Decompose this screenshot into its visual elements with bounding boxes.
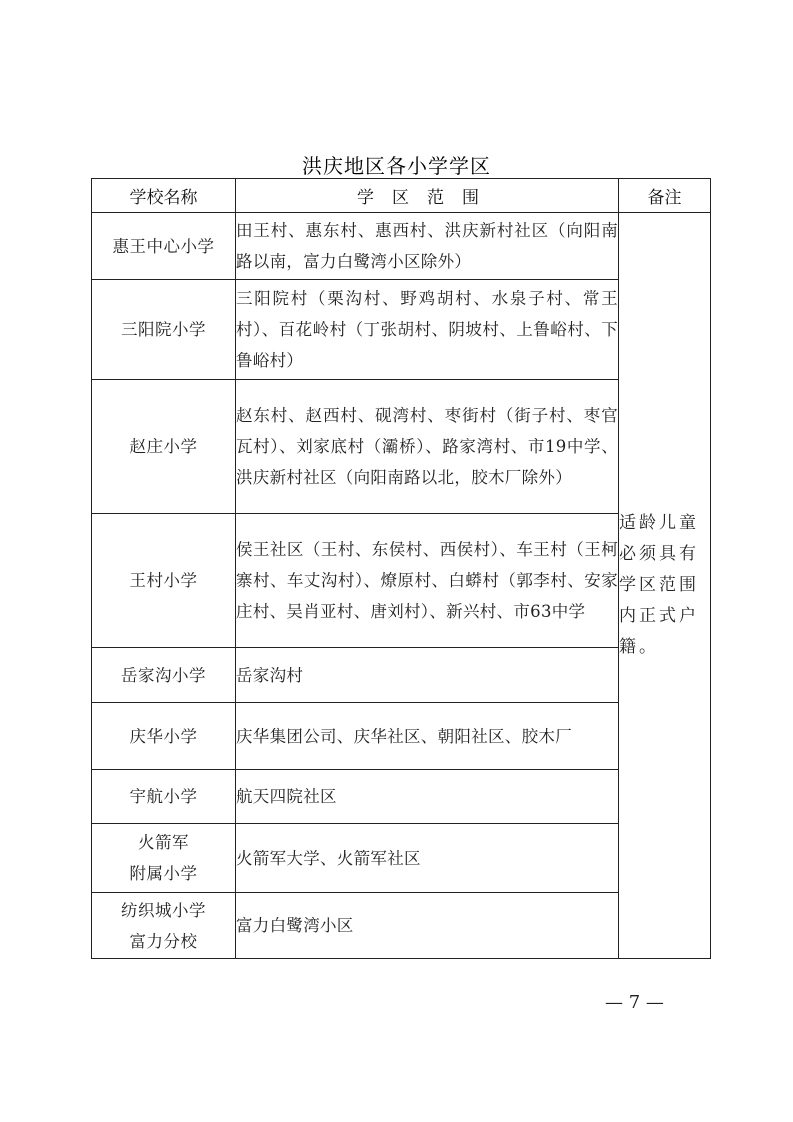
school-name: 赵庄小学 [92, 380, 236, 514]
school-name [92, 893, 236, 959]
page-title: 洪庆地区各小学学区 [302, 154, 491, 178]
page-number: — 7 — [605, 992, 664, 1013]
school-name-line1: 纺织城小学 [121, 900, 206, 920]
school-district-table [91, 178, 711, 959]
district-range: 航天四院社区 [236, 770, 619, 824]
school-name: 惠王中心小学 [92, 213, 236, 280]
table-row [92, 514, 711, 648]
table-row [92, 893, 711, 959]
district-range: 田王村、惠东村、惠西村、洪庆新村社区（向阳南路以南，富力白鹭湾小区除外） [236, 213, 619, 280]
header-note: 备注 [619, 179, 711, 213]
header-district-range: 学区范围 [236, 179, 619, 213]
table-header-row [92, 179, 711, 213]
table-row [92, 380, 711, 514]
district-range: 岳家沟村 [236, 648, 619, 703]
table-row [92, 824, 711, 893]
school-name: 岳家沟小学 [92, 648, 236, 703]
table-row [92, 648, 711, 703]
school-name-line2: 附属小学 [129, 864, 198, 883]
table-row [92, 703, 711, 770]
district-range: 火箭军大学、火箭军社区 [236, 824, 619, 893]
table-row [92, 213, 711, 280]
school-name: 三阳院小学 [92, 280, 236, 380]
header-school-name: 学校名称 [92, 179, 236, 213]
school-name: 王村小学 [92, 514, 236, 648]
district-range: 赵东村、赵西村、砚湾村、枣街村（街子村、枣官瓦村）、刘家底村（灞桥）、路家湾村、市19中学、洪庆新村社区（向阳南路以北，胶木厂除外） [236, 380, 619, 514]
district-range: 侯王社区（王村、东侯村、西侯村）、车王村（王柯寨村、车丈沟村）、燎原村、白蟒村（郭李村、安家庄村、吴肖亚村、唐刘村）、新兴村、市63中学 [236, 514, 619, 648]
table-row [92, 770, 711, 824]
school-name [92, 824, 236, 893]
district-range: 庆华集团公司、庆华社区、朝阳社区、胶木厂 [236, 703, 619, 770]
table-row [92, 280, 711, 380]
school-name-line1: 火箭军 [138, 833, 189, 852]
district-range: 富力白鹭湾小区 [236, 893, 619, 959]
district-range: 三阳院村（栗沟村、野鸡胡村、水泉子村、常王村）、百花岭村（丁张胡村、阴坡村、上鲁峪村、下鲁峪村） [236, 280, 619, 380]
school-name-line2: 富力分校 [129, 931, 198, 951]
school-name: 庆华小学 [92, 703, 236, 770]
note-cell: 适龄儿童必须具有学区范围内正式户籍。 [619, 213, 711, 959]
school-name: 宇航小学 [92, 770, 236, 824]
